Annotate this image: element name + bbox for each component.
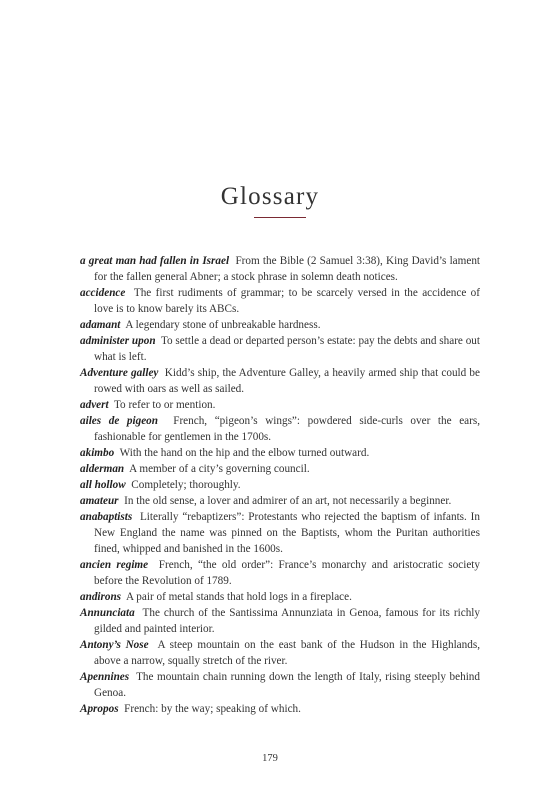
entry-definition: French: by the way; speaking of which. [124, 703, 301, 715]
entry-term: accidence [80, 287, 126, 299]
glossary-entry [80, 557, 480, 589]
glossary-entry [80, 493, 480, 509]
entry-definition: To refer to or mention. [114, 399, 216, 411]
glossary-entry [80, 365, 480, 397]
entry-definition: The church of the Santissima Annunziata in Genoa, famous for its richly gilded and painted interior. [94, 607, 480, 635]
entry-definition: To settle a dead or departed person’s estate: pay the debts and share out what is left. [94, 335, 480, 363]
entry-term: ailes de pigeon [80, 415, 158, 427]
entry-definition: A steep mountain on the east bank of the Hudson in the Highlands, above a narrow, squally stretch of the river. [94, 639, 480, 667]
entry-term: anabaptists [80, 511, 133, 523]
entry-term: alderman [80, 463, 125, 475]
entry-definition: With the hand on the hip and the elbow turned outward. [119, 447, 370, 459]
entry-term: all hollow [80, 479, 126, 491]
entry-term: Apropos [80, 703, 119, 715]
glossary-entry [80, 477, 480, 493]
glossary-entry [80, 589, 480, 605]
entry-term: Apennines [80, 671, 130, 683]
entry-definition: The mountain chain running down the length of Italy, rising steeply behind Genoa. [94, 671, 480, 699]
entry-term: adamant [80, 319, 121, 331]
glossary-entry [80, 605, 480, 637]
glossary-entry [80, 333, 480, 365]
entry-definition: Kidd’s ship, the Adventure Galley, a heavily armed ship that could be rowed with oars as well as sailed. [94, 367, 480, 395]
entry-definition: In the old sense, a lover and admirer of an art, not necessarily a beginner. [124, 495, 452, 507]
glossary-entry [80, 461, 480, 477]
page-title: Glossary [220, 182, 320, 210]
entry-term: Antony’s Nose [80, 639, 149, 651]
glossary-entry [80, 701, 480, 717]
entry-definition: Completely; thoroughly. [131, 479, 241, 491]
entry-term: a great man had fallen in Israel [80, 255, 230, 267]
glossary-entry [80, 509, 480, 557]
entry-term: amateur [80, 495, 119, 507]
entry-term: Annunciata [80, 607, 135, 619]
entry-definition: French, “pigeon’s wings”: powdered side-curls over the ears, fashionable for gentlemen in the 1700s. [94, 415, 481, 443]
entry-term: advert [80, 399, 109, 411]
glossary-entry [80, 317, 480, 333]
glossary-list [80, 253, 480, 717]
glossary-entry [80, 413, 480, 445]
entry-definition: From the Bible (2 Samuel 3:38), King David’s lament for the fallen general Abner; a stock phrase in solemn death notices. [94, 255, 481, 283]
glossary-entry [80, 397, 480, 413]
entry-term: administer upon [80, 335, 156, 347]
entry-definition: A pair of metal stands that hold logs in a fireplace. [126, 591, 352, 603]
entry-term: ancien regime [80, 559, 149, 571]
glossary-entry [80, 445, 480, 461]
entry-definition: A legendary stone of unbreakable hardness. [125, 319, 321, 331]
entry-term: Adventure galley [80, 367, 159, 379]
glossary-entry [80, 285, 480, 317]
glossary-entry [80, 669, 480, 701]
entry-term: andirons [80, 591, 122, 603]
entry-definition: The first rudiments of grammar; to be scarcely versed in the accidence of love is to know barely its ABCs. [94, 287, 480, 315]
glossary-entry [80, 253, 480, 285]
title-rule [254, 217, 306, 218]
entry-term: akimbo [80, 447, 115, 459]
entry-definition: French, “the old order”: France’s monarchy and aristocratic society before the Revolution of 1789. [94, 559, 480, 587]
entry-definition: A member of a city’s governing council. [129, 463, 310, 475]
page-number: 179 [262, 753, 278, 764]
glossary-entry [80, 637, 480, 669]
entry-definition: Literally “rebaptizers”: Protestants who rejected the baptism of infants. In New England the name was pinned on the Baptists, whom the Puritan authorities fined, whipped and banished in the 1600s. [94, 511, 481, 555]
